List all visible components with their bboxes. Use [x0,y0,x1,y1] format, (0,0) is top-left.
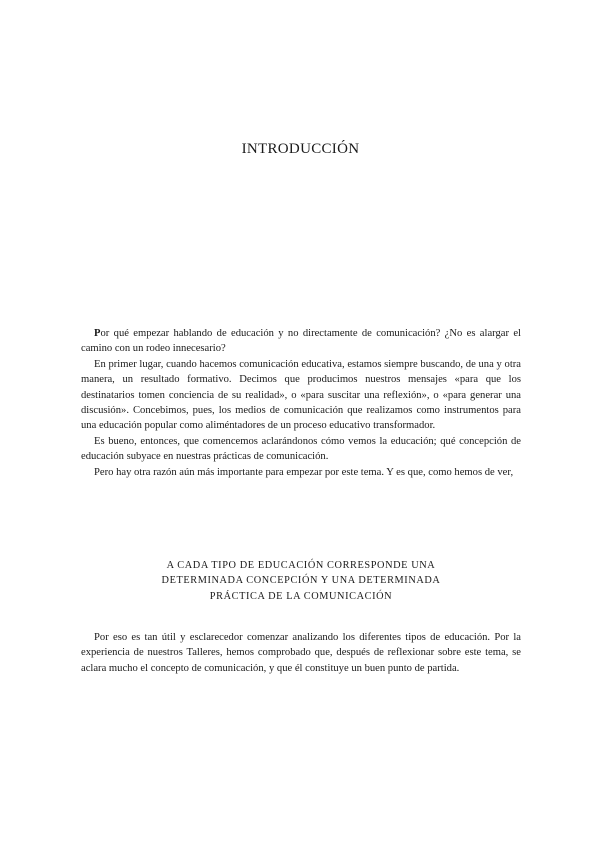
paragraph-4: Pero hay otra razón aún más importante para empezar por este tema. Y es que, como hemos de ver, [94,466,514,478]
highlight-line-3: PRÁCTICA DE LA COMUNICACIÓN [209,590,393,602]
highlight-line-1: A CADA TIPO DE EDUCACIÓN CORRESPONDE UNA [166,560,436,571]
paragraph-2: En primer lugar, cuando hacemos comunicación educativa, estamos siempre buscando, de una y otra manera, un resultado formativo. Decimos que producimos nuestros mensajes «para que los destinatarios tomen conciencia de su realidad», o «para suscitar una reflexión», o «para generar una discusión». Concebimos, pues, los medios de comunicación que realizamos como instrumentos para una educación popular como aliméntadores de un proceso educativo transformador. [81,358,521,432]
highlight-line-2: DETERMINADA CONCEPCIÓN Y UNA DETERMINADA [161,575,441,587]
paragraph-1: Por qué empezar hablando de educación y no directamente de comunicación? ¿No es alargar el camino con un rodeo innecesario? [81,328,521,355]
paragraph-3: Es bueno, entonces, que comencemos aclarándonos cómo vemos la educación; qué concepción de educación subyace en nuestras prácticas de comunicación. [81,435,521,463]
highlight-statement [81,558,521,604]
closing-text-block [81,630,521,676]
intro-text-block [81,326,521,480]
paragraph-closing: Por eso es tan útil y esclarecedor comenzar analizando los diferentes tipos de educación. Por la experiencia de nuestros Talleres, hemos comprobado que, después de reflexionar sobre este tema, se aclara mucho el concepto de comunicación, y que él constituye un buen punto de partida. [81,632,521,674]
chapter-title: INTRODUCCIÓN [241,141,360,157]
